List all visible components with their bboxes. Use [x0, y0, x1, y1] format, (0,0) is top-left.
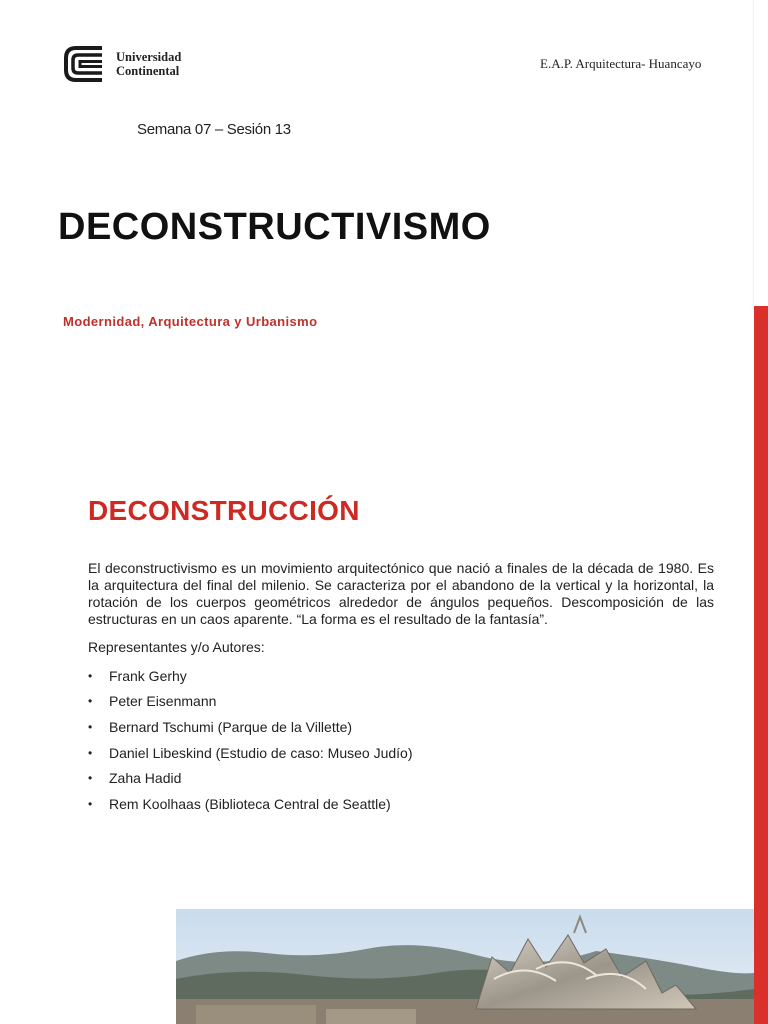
section-heading: DECONSTRUCCIÓN [88, 495, 360, 526]
bullet-icon: • [88, 771, 93, 786]
logo-line-1: Universidad [116, 50, 182, 64]
author-name: Rem Koolhaas (Biblioteca Central de Seattle) [109, 795, 391, 812]
edge-strip-red [754, 306, 768, 1024]
bullet-icon: • [88, 719, 93, 734]
logo-text [116, 50, 181, 78]
university-logo [62, 44, 181, 84]
course-subtitle: Modernidad, Arquitectura y Urbanismo [63, 314, 318, 329]
authors-list [88, 663, 413, 817]
author-name: Peter Eisenmann [109, 693, 217, 710]
author-name: Frank Gerhy [109, 667, 187, 684]
edge-strip-top [753, 0, 768, 306]
school-name: E.A.P. Arquitectura- Huancayo [540, 56, 702, 71]
representatives-label: Representantes y/o Autores: [88, 639, 265, 655]
page-title: DECONSTRUCTIVISMO [58, 206, 491, 248]
list-item [88, 663, 413, 689]
list-item [88, 791, 413, 817]
guggenheim-bilbao-photo [176, 909, 754, 1024]
university-logo-icon [62, 44, 108, 84]
logo-line-2: Continental [116, 64, 180, 78]
bullet-icon: • [88, 668, 93, 683]
list-item [88, 689, 413, 715]
bullet-icon: • [88, 796, 93, 811]
bullet-icon: • [88, 745, 93, 760]
list-item [88, 740, 413, 766]
author-name: Daniel Libeskind (Estudio de caso: Museo Judío) [109, 744, 413, 761]
list-item [88, 765, 413, 791]
bullet-icon: • [88, 694, 93, 709]
building-photo-illustration [176, 909, 754, 1024]
definition-paragraph: El deconstructivismo es un movimiento arquitectónico que nació a finales de la década de 1980. Es la arquitectura del final del milenio. Se caracteriza por el abandono de la vertical y la horizontal, la rotación de los cuerpos geométricos alrededor de ángulos pequeños. Descomposición de las estructuras en un caos aparente. “La forma es el resultado de la fantasía”. [88, 560, 714, 627]
week-session: Semana 07 – Sesión 13 [137, 121, 291, 138]
list-item [88, 714, 413, 740]
author-name: Zaha Hadid [109, 770, 182, 787]
author-name: Bernard Tschumi (Parque de la Villette) [109, 718, 353, 735]
